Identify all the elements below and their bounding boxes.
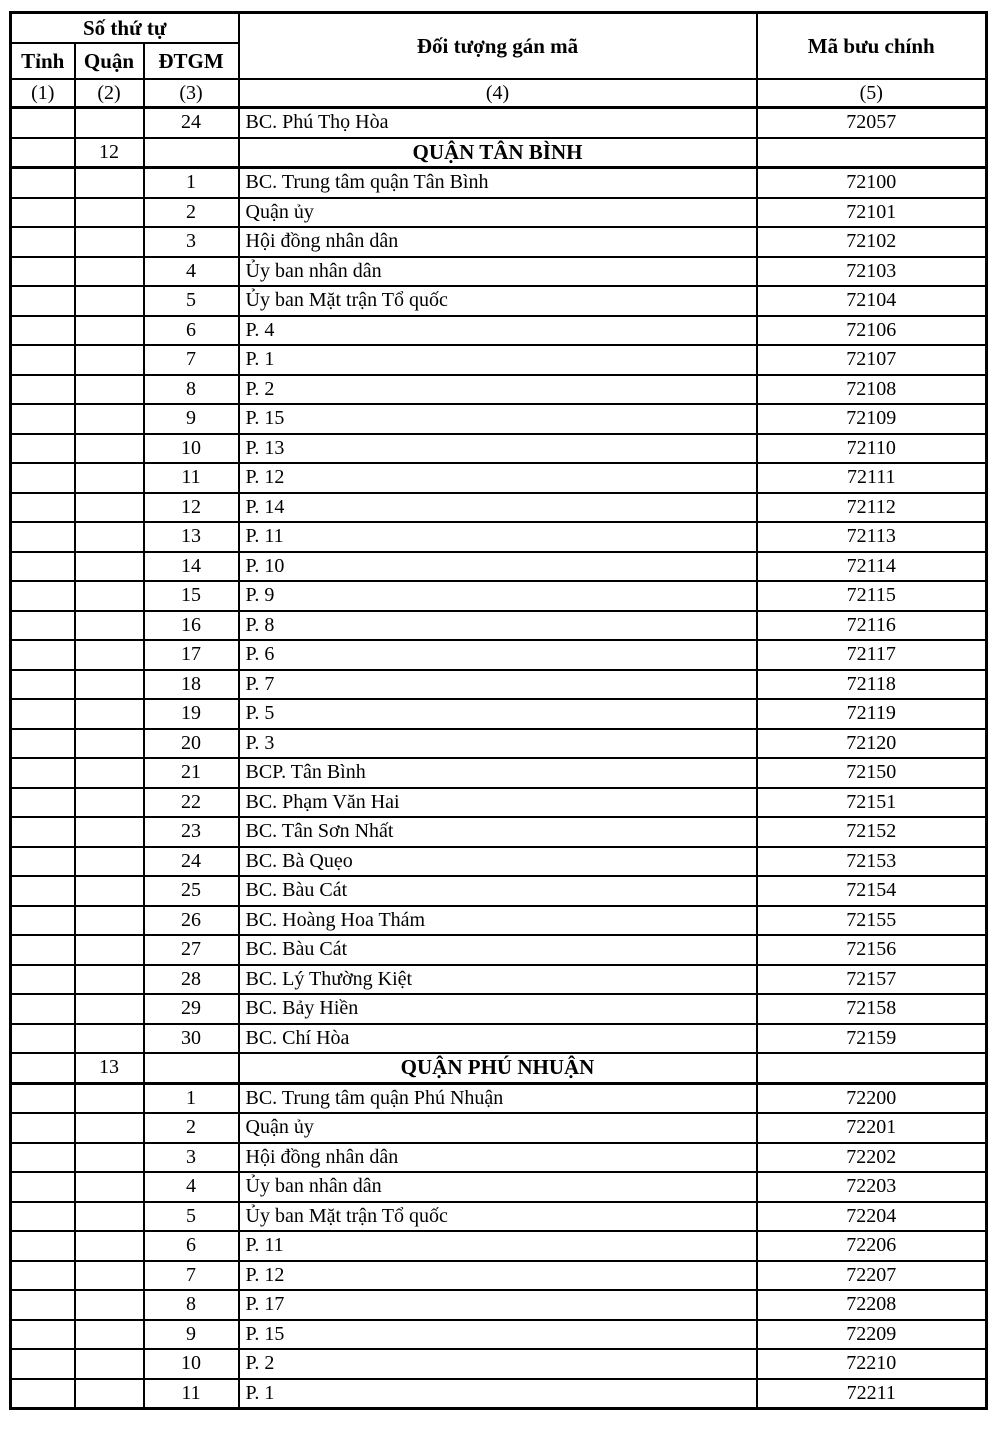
cell-tinh <box>11 404 75 434</box>
cell-code: 72157 <box>757 965 987 995</box>
cell-object: BC. Lý Thường Kiệt <box>239 965 757 995</box>
table-row <box>11 198 987 228</box>
table-row <box>11 1290 987 1320</box>
cell-object: Hội đồng nhân dân <box>239 227 757 257</box>
cell-object: P. 12 <box>239 1261 757 1291</box>
table-row <box>11 906 987 936</box>
cell-dtgm: 23 <box>144 817 239 847</box>
cell-tinh <box>11 227 75 257</box>
index-col-4: (4) <box>239 79 757 108</box>
table-row <box>11 611 987 641</box>
cell-quan <box>75 817 144 847</box>
cell-object: Ủy ban Mặt trận Tổ quốc <box>239 286 757 316</box>
cell-dtgm: 10 <box>144 434 239 464</box>
cell-code: 72116 <box>757 611 987 641</box>
cell-object: P. 3 <box>239 729 757 759</box>
cell-code: 72102 <box>757 227 987 257</box>
cell-quan <box>75 198 144 228</box>
cell-tinh <box>11 788 75 818</box>
cell-dtgm: 15 <box>144 581 239 611</box>
table-row <box>11 1379 987 1409</box>
cell-object: P. 14 <box>239 493 757 523</box>
cell-object: Ủy ban nhân dân <box>239 1172 757 1202</box>
cell-dtgm: 30 <box>144 1024 239 1054</box>
cell-dtgm: 29 <box>144 994 239 1024</box>
cell-tinh <box>11 345 75 375</box>
cell-object: BC. Chí Hòa <box>239 1024 757 1054</box>
cell-tinh <box>11 552 75 582</box>
cell-object: Quận ủy <box>239 198 757 228</box>
cell-tinh <box>11 108 75 138</box>
table-row <box>11 1202 987 1232</box>
cell-code: 72110 <box>757 434 987 464</box>
cell-quan <box>75 463 144 493</box>
cell-quan <box>75 788 144 818</box>
cell-tinh <box>11 257 75 287</box>
cell-dtgm: 13 <box>144 522 239 552</box>
table-row <box>11 1349 987 1379</box>
cell-quan <box>75 994 144 1024</box>
cell-dtgm: 6 <box>144 316 239 346</box>
cell-quan: 13 <box>75 1053 144 1083</box>
cell-code: 72206 <box>757 1231 987 1261</box>
cell-dtgm: 11 <box>144 1379 239 1409</box>
cell-dtgm: 7 <box>144 345 239 375</box>
cell-object: BCP. Tân Bình <box>239 758 757 788</box>
table-row <box>11 994 987 1024</box>
cell-quan <box>75 965 144 995</box>
cell-object: BC. Bà Quẹo <box>239 847 757 877</box>
cell-object: P. 1 <box>239 1379 757 1409</box>
cell-tinh <box>11 670 75 700</box>
cell-object: P. 9 <box>239 581 757 611</box>
cell-dtgm: 7 <box>144 1261 239 1291</box>
table-row <box>11 434 987 464</box>
cell-tinh <box>11 876 75 906</box>
cell-dtgm: 18 <box>144 670 239 700</box>
cell-quan <box>75 670 144 700</box>
cell-tinh <box>11 1113 75 1143</box>
cell-quan <box>75 375 144 405</box>
cell-dtgm: 24 <box>144 847 239 877</box>
cell-code: 72203 <box>757 1172 987 1202</box>
table-row <box>11 729 987 759</box>
cell-code: 72208 <box>757 1290 987 1320</box>
table-row <box>11 581 987 611</box>
cell-code: 72101 <box>757 198 987 228</box>
index-col-1: (1) <box>11 79 75 108</box>
cell-object: P. 2 <box>239 1349 757 1379</box>
cell-tinh <box>11 1083 75 1113</box>
cell-tinh <box>11 286 75 316</box>
section-row <box>11 138 987 168</box>
cell-code: 72210 <box>757 1349 987 1379</box>
cell-dtgm: 5 <box>144 286 239 316</box>
cell-dtgm: 6 <box>144 1231 239 1261</box>
cell-quan <box>75 1172 144 1202</box>
cell-quan <box>75 1261 144 1291</box>
cell-tinh <box>11 817 75 847</box>
cell-dtgm: 3 <box>144 1143 239 1173</box>
cell-code: 72109 <box>757 404 987 434</box>
cell-dtgm: 3 <box>144 227 239 257</box>
cell-tinh <box>11 316 75 346</box>
cell-code: 72153 <box>757 847 987 877</box>
cell-code: 72104 <box>757 286 987 316</box>
cell-tinh <box>11 758 75 788</box>
table-row <box>11 493 987 523</box>
table-row <box>11 463 987 493</box>
table-row <box>11 788 987 818</box>
cell-object: Ủy ban Mặt trận Tổ quốc <box>239 1202 757 1232</box>
cell-code: 72209 <box>757 1320 987 1350</box>
cell-code: 72150 <box>757 758 987 788</box>
cell-dtgm: 2 <box>144 198 239 228</box>
cell-tinh <box>11 1202 75 1232</box>
cell-tinh <box>11 375 75 405</box>
cell-object: P. 15 <box>239 1320 757 1350</box>
cell-code: 72154 <box>757 876 987 906</box>
cell-object: P. 11 <box>239 522 757 552</box>
header-row-indexes <box>11 79 987 108</box>
cell-code: 72151 <box>757 788 987 818</box>
cell-quan <box>75 699 144 729</box>
table-row <box>11 552 987 582</box>
table-row <box>11 1024 987 1054</box>
cell-object: Quận ủy <box>239 1113 757 1143</box>
cell-quan <box>75 876 144 906</box>
cell-tinh <box>11 463 75 493</box>
index-col-5: (5) <box>757 79 987 108</box>
cell-object: P. 15 <box>239 404 757 434</box>
cell-code: 72117 <box>757 640 987 670</box>
cell-code: 72207 <box>757 1261 987 1291</box>
cell-code: 72201 <box>757 1113 987 1143</box>
table-row <box>11 876 987 906</box>
cell-quan <box>75 108 144 138</box>
cell-tinh <box>11 906 75 936</box>
cell-object: P. 7 <box>239 670 757 700</box>
table-row <box>11 1143 987 1173</box>
cell-code: 72119 <box>757 699 987 729</box>
header-dtgm: ĐTGM <box>144 43 239 79</box>
table-row <box>11 522 987 552</box>
cell-tinh <box>11 1261 75 1291</box>
table-row <box>11 227 987 257</box>
cell-code: 72103 <box>757 257 987 287</box>
cell-tinh <box>11 1231 75 1261</box>
header-quan: Quận <box>75 43 144 79</box>
table-row <box>11 1083 987 1113</box>
table-row <box>11 404 987 434</box>
table-row <box>11 257 987 287</box>
index-col-3: (3) <box>144 79 239 108</box>
cell-code: 72152 <box>757 817 987 847</box>
cell-dtgm: 25 <box>144 876 239 906</box>
cell-quan <box>75 640 144 670</box>
cell-dtgm: 5 <box>144 1202 239 1232</box>
cell-tinh <box>11 1024 75 1054</box>
cell-dtgm: 20 <box>144 729 239 759</box>
document-page <box>9 11 988 1410</box>
cell-dtgm: 10 <box>144 1349 239 1379</box>
cell-code: 72112 <box>757 493 987 523</box>
cell-quan <box>75 758 144 788</box>
cell-dtgm: 9 <box>144 1320 239 1350</box>
index-col-2: (2) <box>75 79 144 108</box>
cell-code: 72118 <box>757 670 987 700</box>
cell-dtgm: 22 <box>144 788 239 818</box>
table-row <box>11 1261 987 1291</box>
cell-tinh <box>11 699 75 729</box>
cell-object: BC. Tân Sơn Nhất <box>239 817 757 847</box>
cell-code: 72100 <box>757 168 987 198</box>
cell-quan <box>75 227 144 257</box>
cell-object: P. 6 <box>239 640 757 670</box>
header-doi-tuong-gan-ma: Đối tượng gán mã <box>239 13 757 80</box>
cell-object: P. 1 <box>239 345 757 375</box>
cell-dtgm: 8 <box>144 1290 239 1320</box>
cell-code: 72156 <box>757 935 987 965</box>
cell-quan <box>75 168 144 198</box>
cell-dtgm: 12 <box>144 493 239 523</box>
cell-code: 72115 <box>757 581 987 611</box>
cell-tinh <box>11 493 75 523</box>
cell-object: P. 13 <box>239 434 757 464</box>
cell-object: P. 11 <box>239 1231 757 1261</box>
cell-tinh <box>11 847 75 877</box>
section-title: QUẬN TÂN BÌNH <box>239 138 757 168</box>
header-so-thu-tu: Số thứ tự <box>11 13 239 44</box>
cell-code: 72211 <box>757 1379 987 1409</box>
cell-code: 72106 <box>757 316 987 346</box>
cell-quan <box>75 935 144 965</box>
cell-dtgm: 24 <box>144 108 239 138</box>
cell-dtgm: 4 <box>144 1172 239 1202</box>
cell-quan: 12 <box>75 138 144 168</box>
cell-tinh <box>11 611 75 641</box>
cell-quan <box>75 906 144 936</box>
cell-object: BC. Bàu Cát <box>239 935 757 965</box>
header-tinh: Tỉnh <box>11 43 75 79</box>
table-row <box>11 345 987 375</box>
cell-tinh <box>11 522 75 552</box>
cell-quan <box>75 1349 144 1379</box>
cell-quan <box>75 1320 144 1350</box>
cell-quan <box>75 257 144 287</box>
cell-dtgm <box>144 1053 239 1083</box>
cell-quan <box>75 552 144 582</box>
cell-quan <box>75 1290 144 1320</box>
table-row <box>11 1320 987 1350</box>
cell-code: 72155 <box>757 906 987 936</box>
cell-tinh <box>11 1143 75 1173</box>
cell-tinh <box>11 1379 75 1409</box>
cell-tinh <box>11 994 75 1024</box>
cell-tinh <box>11 729 75 759</box>
cell-quan <box>75 345 144 375</box>
cell-code: 72158 <box>757 994 987 1024</box>
postal-code-table <box>9 11 988 1410</box>
cell-dtgm: 21 <box>144 758 239 788</box>
cell-code <box>757 1053 987 1083</box>
cell-code: 72113 <box>757 522 987 552</box>
table-header <box>11 13 987 108</box>
cell-object: P. 10 <box>239 552 757 582</box>
table-row <box>11 699 987 729</box>
cell-code: 72114 <box>757 552 987 582</box>
cell-tinh <box>11 138 75 168</box>
cell-quan <box>75 1083 144 1113</box>
cell-quan <box>75 493 144 523</box>
cell-quan <box>75 404 144 434</box>
table-row <box>11 108 987 138</box>
table-row <box>11 316 987 346</box>
cell-quan <box>75 1231 144 1261</box>
cell-tinh <box>11 434 75 464</box>
cell-object: P. 17 <box>239 1290 757 1320</box>
cell-dtgm: 8 <box>144 375 239 405</box>
cell-tinh <box>11 1290 75 1320</box>
cell-dtgm: 1 <box>144 168 239 198</box>
table-row <box>11 670 987 700</box>
cell-quan <box>75 1143 144 1173</box>
cell-tinh <box>11 1053 75 1083</box>
cell-tinh <box>11 198 75 228</box>
cell-dtgm: 2 <box>144 1113 239 1143</box>
cell-code: 72111 <box>757 463 987 493</box>
section-title: QUẬN PHÚ NHUẬN <box>239 1053 757 1083</box>
cell-dtgm: 14 <box>144 552 239 582</box>
cell-dtgm: 4 <box>144 257 239 287</box>
table-row <box>11 1172 987 1202</box>
cell-quan <box>75 729 144 759</box>
table-row <box>11 286 987 316</box>
table-row <box>11 965 987 995</box>
cell-quan <box>75 1024 144 1054</box>
table-row <box>11 640 987 670</box>
cell-dtgm: 9 <box>144 404 239 434</box>
cell-code <box>757 138 987 168</box>
cell-tinh <box>11 640 75 670</box>
cell-code: 72159 <box>757 1024 987 1054</box>
cell-object: BC. Phạm Văn Hai <box>239 788 757 818</box>
cell-code: 72204 <box>757 1202 987 1232</box>
table-row <box>11 1113 987 1143</box>
cell-quan <box>75 611 144 641</box>
cell-quan <box>75 316 144 346</box>
cell-quan <box>75 522 144 552</box>
cell-object: Ủy ban nhân dân <box>239 257 757 287</box>
table-row <box>11 847 987 877</box>
cell-object: P. 12 <box>239 463 757 493</box>
table-row <box>11 1231 987 1261</box>
cell-tinh <box>11 1320 75 1350</box>
cell-object: P. 4 <box>239 316 757 346</box>
cell-object: Hội đồng nhân dân <box>239 1143 757 1173</box>
cell-quan <box>75 286 144 316</box>
cell-dtgm: 1 <box>144 1083 239 1113</box>
table-row <box>11 758 987 788</box>
cell-tinh <box>11 581 75 611</box>
cell-code: 72057 <box>757 108 987 138</box>
table-row <box>11 935 987 965</box>
table-row <box>11 817 987 847</box>
cell-quan <box>75 1202 144 1232</box>
cell-code: 72200 <box>757 1083 987 1113</box>
cell-code: 72107 <box>757 345 987 375</box>
cell-dtgm: 27 <box>144 935 239 965</box>
cell-code: 72108 <box>757 375 987 405</box>
cell-object: BC. Trung tâm quận Tân Bình <box>239 168 757 198</box>
cell-quan <box>75 847 144 877</box>
cell-tinh <box>11 168 75 198</box>
cell-tinh <box>11 935 75 965</box>
cell-dtgm: 17 <box>144 640 239 670</box>
cell-object: BC. Bảy Hiền <box>239 994 757 1024</box>
cell-object: BC. Bàu Cát <box>239 876 757 906</box>
cell-object: BC. Trung tâm quận Phú Nhuận <box>239 1083 757 1113</box>
cell-dtgm <box>144 138 239 168</box>
cell-code: 72120 <box>757 729 987 759</box>
cell-dtgm: 26 <box>144 906 239 936</box>
header-row-group <box>11 13 987 44</box>
header-ma-buu-chinh: Mã bưu chính <box>757 13 987 80</box>
cell-quan <box>75 1113 144 1143</box>
table-row <box>11 168 987 198</box>
cell-tinh <box>11 1349 75 1379</box>
cell-quan <box>75 1379 144 1409</box>
cell-quan <box>75 434 144 464</box>
cell-dtgm: 11 <box>144 463 239 493</box>
cell-dtgm: 28 <box>144 965 239 995</box>
cell-code: 72202 <box>757 1143 987 1173</box>
cell-tinh <box>11 1172 75 1202</box>
cell-object: P. 5 <box>239 699 757 729</box>
cell-quan <box>75 581 144 611</box>
table-body <box>11 108 987 1409</box>
cell-tinh <box>11 965 75 995</box>
cell-dtgm: 16 <box>144 611 239 641</box>
section-row <box>11 1053 987 1083</box>
cell-object: P. 2 <box>239 375 757 405</box>
cell-object: P. 8 <box>239 611 757 641</box>
cell-dtgm: 19 <box>144 699 239 729</box>
cell-object: BC. Phú Thọ Hòa <box>239 108 757 138</box>
table-row <box>11 375 987 405</box>
cell-object: BC. Hoàng Hoa Thám <box>239 906 757 936</box>
